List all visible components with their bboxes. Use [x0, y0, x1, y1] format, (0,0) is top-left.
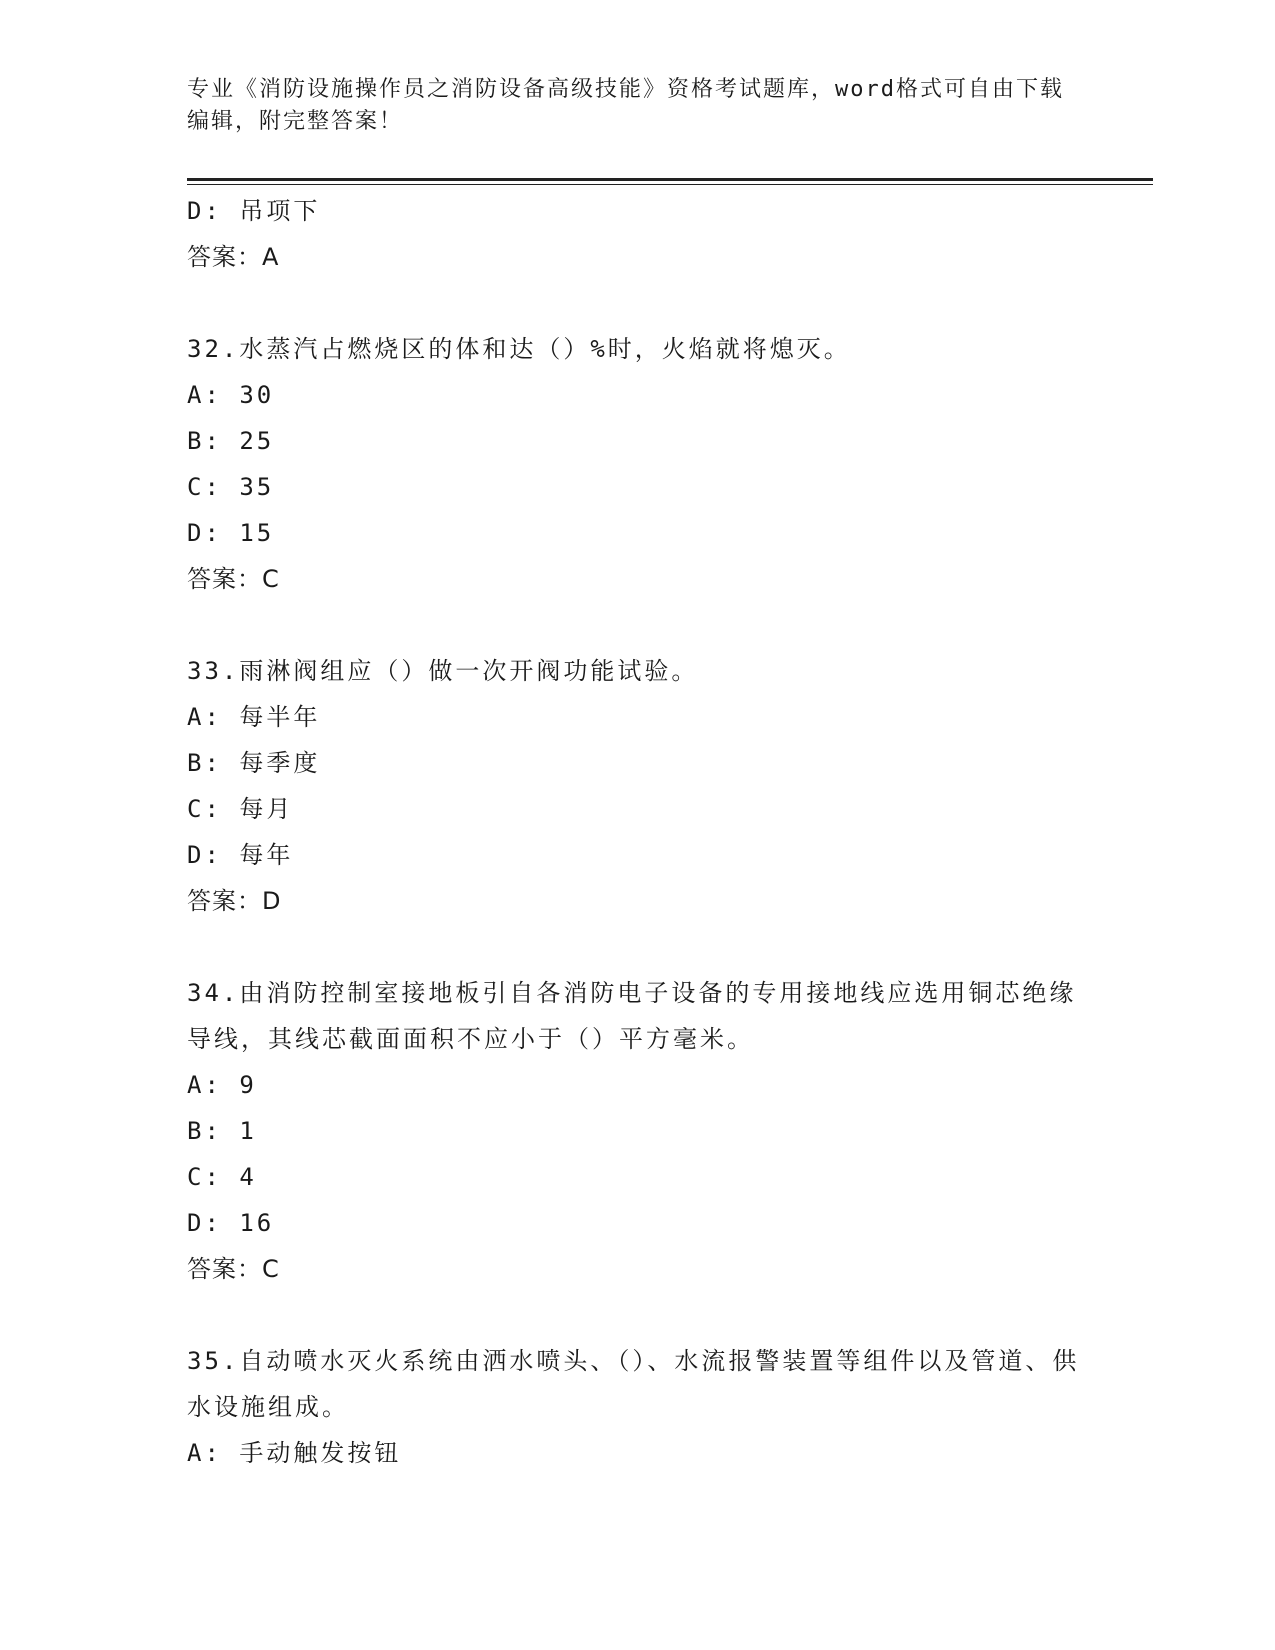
option-a: A: 每半年	[187, 703, 321, 731]
option-d: D: 吊项下	[187, 197, 321, 225]
question-stem: 33.雨淋阀组应（）做一次开阀功能试验。	[187, 657, 699, 685]
option-b: B: 每季度	[187, 749, 321, 777]
header-rule-thin	[187, 184, 1153, 185]
answer-line: 答案：D	[187, 887, 282, 915]
question-35	[187, 1338, 1087, 1476]
option-d: D: 16	[187, 1209, 275, 1237]
answer-line: 答案：C	[187, 565, 280, 593]
document-header: 专业《消防设施操作员之消防设备高级技能》资格考试题库，word格式可自由下载编辑，附完整答案！	[187, 77, 1064, 134]
option-b: B: 25	[187, 427, 275, 455]
question-32	[187, 326, 1087, 602]
option-c: C: 每月	[187, 795, 294, 823]
question-34	[187, 970, 1087, 1292]
answer-line: 答案：C	[187, 1255, 280, 1283]
option-a: A: 手动触发按钮	[187, 1439, 402, 1467]
option-a: A: 9	[187, 1071, 257, 1099]
question-stem: 32.水蒸汽占燃烧区的体和达（）%时，火焰就将熄灭。	[187, 335, 851, 363]
question-stem: 35.自动喷水灭火系统由洒水喷头、（）、水流报警装置等组件以及管道、供水设施组成。	[187, 1347, 1080, 1421]
option-b: B: 1	[187, 1117, 257, 1145]
option-c: C: 35	[187, 473, 275, 501]
option-c: C: 4	[187, 1163, 257, 1191]
header-rule-thick	[187, 178, 1153, 181]
question-list	[187, 188, 1087, 1476]
option-d: D: 15	[187, 519, 275, 547]
option-d: D: 每年	[187, 841, 294, 869]
answer-line: 答案：A	[187, 243, 280, 271]
question-33	[187, 648, 1087, 924]
option-a: A: 30	[187, 381, 275, 409]
question-stem: 34.由消防控制室接地板引自各消防电子设备的专用接地线应选用铜芯绝缘导线，其线芯截面面积不应小于（）平方毫米。	[187, 979, 1077, 1053]
